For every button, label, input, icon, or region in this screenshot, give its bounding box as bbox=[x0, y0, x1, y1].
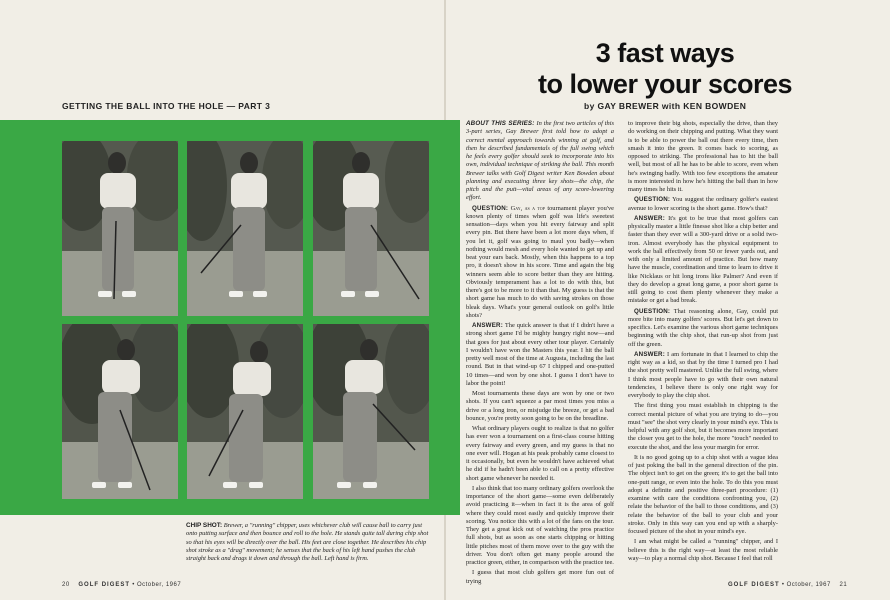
footer-date-right: October, 1967 bbox=[786, 582, 831, 588]
answer-2 bbox=[628, 215, 778, 306]
chip-shot-photo-2 bbox=[187, 141, 303, 316]
paragraph: I also think that too many ordinary golfers overlook the importance of the short game—some even deliberately avoid practicing it—when in fact it is the area of golf where they could most easily and quickly improve their scoring. You notice this with a lot of the fans on the tour. They get a great kick out of watching the pros practice full shots, but as soon as one starts chipping or hitting little pitches most of them move over to the guy with the driver. You don't often get many people around the practice green, either, in comparison with the practice tee. bbox=[466, 484, 614, 566]
answer-2-text: It's got to be true that most golfers can physically master a little finesse shot like a chip better and faster than they ever will a 300-yard drive or a solid two-iron. Almost everybody has the physical equipment to work the ball effectively from 50 or fewer yards out, and with only a limited amount of practice. But how many have the muscle, coordination and time to learn to drive it like Nicklaus or hit long irons like Palmer? And even if they do develop a great long game, a poor short game is still going to cost them plenty whenever they make a mistake or get a bad break. bbox=[628, 214, 778, 305]
answer-1 bbox=[466, 322, 614, 388]
byline: by GAY BREWER with KEN BOWDEN bbox=[584, 101, 747, 111]
question-2-text: You suggest the ordinary golfer's easiest avenue to lower scoring is the short game. How's that? bbox=[628, 196, 778, 212]
footer-right: GOLF DIGEST • October, 1967 21 bbox=[728, 582, 848, 588]
question-3 bbox=[628, 308, 778, 349]
answer-label: ANSWER: bbox=[634, 350, 665, 358]
paragraph: What ordinary players ought to realize is that no golfer has ever won a tournament on a first-class course hitting every fairway and every green, and my guess is that no one ever will. Hogan at his peak probably came closest to it occasionally, but even he wouldn't have achieved what he did if he hadn't been able to call on a pretty effective short game whenever he needed it. bbox=[466, 425, 614, 482]
series-intro-lead: ABOUT THIS SERIES: bbox=[466, 120, 535, 127]
footer-magazine-right: GOLF DIGEST bbox=[728, 582, 780, 588]
article-column-1 bbox=[466, 120, 614, 588]
headline-line-2: to lower your scores bbox=[537, 69, 793, 99]
question-1-smallcaps: Gay, as a top bbox=[510, 204, 545, 212]
photo-caption bbox=[186, 522, 430, 563]
paragraph: It is no good going up to a chip shot with a vague idea of just poking the ball in the general direction of the pin. The object isn't to get on the green; it's to get the ball into one-putt range, or even into the hole. To do this you must adopt a definite and positive three-part procedure: (1) examine with care the conditions confronting you, (2) relate the behavior of the ball to those conditions, and (3) relate the behavior of the ball to your club and your stroke. Only in this way can you end up with a sharply-focused picture of the shot in your mind's eye. bbox=[628, 453, 778, 535]
caption-lead: CHIP SHOT: bbox=[186, 522, 223, 529]
chip-shot-photo-4 bbox=[62, 324, 178, 499]
headline-line-1: 3 fast ways bbox=[595, 38, 735, 68]
paragraph: The first thing you must establish in chipping is the correct mental picture of what you are trying to do—you must "see" the shot very clearly in your mind's eye. This is helpful with any golf shot, but it becomes more important the closer you get to the hole, the more "touch" needed to execute the shot, and the less your margin for error. bbox=[628, 402, 779, 451]
question-label: QUESTION: bbox=[634, 196, 671, 204]
chip-shot-photo-1 bbox=[62, 141, 178, 316]
paragraph: I guess that most club golfers get more fun out of trying bbox=[466, 569, 614, 585]
question-1 bbox=[466, 205, 614, 321]
page-number-left: 20 bbox=[62, 582, 70, 588]
caption-text: Brewer, a "running" chipper, uses whichever club will cause ball to carry just onto putting surface and then bounce and roll to the hole. He stands quite tall during chip shot so that his eyes will be directly over the ball. His feet are close together. He describes his chip shot stroke as a "drag" movement; he senses that the back of his left hand pushes the club straight back and drags it down and through the ball. Left hand is firm. bbox=[186, 522, 429, 563]
question-1-text: tournament player you've known plenty of times when golf was life's sweetest sensation—days when you hit every fairway and split every pin. But there have been a lot more days when, if you let it, golf was going to maul you badly—when nothing would mesh and every hole wanted to get up and beat your ears back. Mostly, when this happens to a top pro, it doesn't show in his score. Time and again the big winners seem able to score better than they are hitting. Obviously temperament has a lot to do with this, but there's got to be more to it than that. My guess is that the short game has much to do with saving strokes on those bleak days. What's your general outlook on golf's little shots? bbox=[466, 204, 614, 319]
paragraph: Most tournaments these days are won by one or two shots. If you can't squeeze a par most times you miss a drive or a long iron, or misjudge the breeze, or get a bad bounce, you're pretty soon going to be on the breadline. bbox=[466, 390, 614, 422]
answer-3-text: I am fortunate in that I learned to chip the right way as a kid, so that by the time I turned pro I had the shot pretty well mastered. Unlike the full swing, where I think most people have to go with their own natural tendencies, I believe there is only one right way for everybody to play the chip shot. bbox=[628, 350, 778, 399]
question-label: QUESTION: bbox=[472, 204, 509, 212]
paragraph: to improve their big shots, especially the drive, than they do working on their chipping and putting. What they want is to be able to power the ball out there every time, then smash it into the green. It comes back to scoring, as opposed to striking. The professional has to hit the ball well, but most of all he has to be able to score, even when he's swinging badly. With too few exceptions the amateur is more interested in how he's hitting the ball than in how many times he hits it. bbox=[628, 120, 778, 193]
section-label: GETTING THE BALL INTO THE HOLE — PART 3 bbox=[62, 101, 271, 111]
chip-shot-photo-3 bbox=[313, 141, 429, 316]
question-label: QUESTION: bbox=[634, 307, 671, 315]
footer-left: 20 GOLF DIGEST • October, 1967 bbox=[62, 582, 182, 588]
answer-label: ANSWER: bbox=[472, 322, 503, 329]
answer-label: ANSWER: bbox=[634, 214, 665, 222]
chip-shot-photo-6 bbox=[313, 324, 429, 499]
series-intro bbox=[466, 120, 614, 203]
answer-1-text: The quick answer is that if I didn't have a strong short game I'd be mighty hungry right now—and that goes for just about every other tour player. Certainly I wouldn't have won the Masters this year. I hit the ball pretty well most of the time at Augusta, including the last round. But in that wind-up 67 I chipped and one-putted 10 times—and won by one shot. I guess I don't have to labor the point! bbox=[466, 322, 614, 387]
question-3-text: That reasoning alone, Gay, could put more bite into many golfers' scores. But let's get down to specifics. Let's examine the various short game techniques beginning with the chip shot, that run-up shot from just off the green. bbox=[628, 307, 778, 348]
paragraph: I am what might be called a "running" chipper, and I believe this is the right way—at least the most reliable way—to play a normal chip shot. Because I feel that roll bbox=[628, 538, 778, 562]
answer-3 bbox=[628, 351, 778, 401]
footer-date-left: October, 1967 bbox=[136, 582, 182, 588]
footer-magazine-left: GOLF DIGEST bbox=[78, 582, 131, 588]
question-2 bbox=[628, 196, 778, 213]
article-column-2 bbox=[628, 120, 778, 565]
page-number-right: 21 bbox=[839, 582, 848, 588]
article-headline bbox=[520, 38, 810, 100]
series-intro-text: In the first two articles of this 3-part series, Gay Brewer first told how to adopt a correct mental approach towards winning at golf, and then he described fundamentals of the full swing which he feels every golfer should seek to incorporate into his own, individual technique of striking the ball. This month Brewer talks with Golf Digest writer Ken Bowden about planning and executing three key shots—the chip, the pitch and the putt—vital areas of any score-lowering effort. bbox=[466, 120, 614, 202]
chip-shot-photo-5 bbox=[187, 324, 303, 499]
